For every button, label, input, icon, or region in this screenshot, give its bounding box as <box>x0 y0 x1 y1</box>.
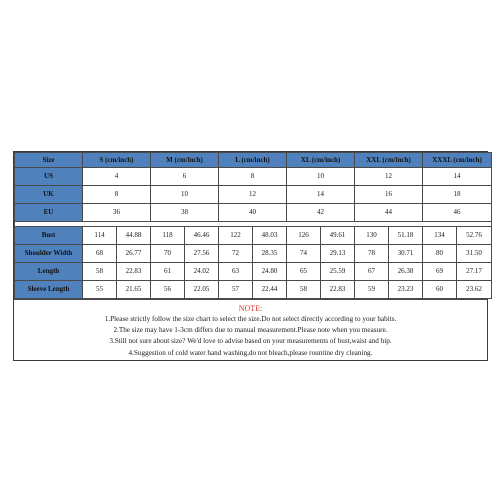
inch-value: 44.88 <box>117 227 151 245</box>
inch-value: 48.03 <box>253 227 287 245</box>
size-cell: 12 <box>219 186 287 204</box>
cm-value: 58 <box>287 281 321 299</box>
inch-value: 30.71 <box>389 245 423 263</box>
size-cell: 14 <box>423 168 492 186</box>
cm-value: 118 <box>151 227 185 245</box>
header-size-xl: XL (cm/inch) <box>287 153 355 168</box>
row-label: Shoulder Width <box>15 245 83 263</box>
region-row-eu <box>15 204 492 222</box>
size-cell: 42 <box>287 204 355 222</box>
row-label: Length <box>15 263 83 281</box>
cm-value: 74 <box>287 245 321 263</box>
region-row-uk <box>15 186 492 204</box>
row-label: EU <box>15 204 83 222</box>
cm-value: 122 <box>219 227 253 245</box>
cm-value: 56 <box>151 281 185 299</box>
table-body <box>15 153 492 299</box>
row-label: US <box>15 168 83 186</box>
inch-value: 27.56 <box>185 245 219 263</box>
inch-value: 25.59 <box>321 263 355 281</box>
size-cell: 8 <box>83 186 151 204</box>
size-cell: 38 <box>151 204 219 222</box>
region-row-us <box>15 168 492 186</box>
inch-value: 24.02 <box>185 263 219 281</box>
cm-value: 61 <box>151 263 185 281</box>
cm-value: 126 <box>287 227 321 245</box>
header-size-xxl: XXL (cm/inch) <box>355 153 423 168</box>
cm-value: 69 <box>423 263 457 281</box>
cm-value: 58 <box>83 263 117 281</box>
inch-value: 26.38 <box>389 263 423 281</box>
header-size-xxxl: XXXL (cm/inch) <box>423 153 492 168</box>
size-cell: 10 <box>287 168 355 186</box>
note-line-2: 2.The size may have 1-3cm differs due to manual measurement.Please note when you measure. <box>113 326 388 335</box>
size-cell: 46 <box>423 204 492 222</box>
header-size-s: S (cm/inch) <box>83 153 151 168</box>
cm-value: 70 <box>151 245 185 263</box>
cm-value: 130 <box>355 227 389 245</box>
inch-value: 24.80 <box>253 263 287 281</box>
size-cell: 8 <box>219 168 287 186</box>
size-cell: 40 <box>219 204 287 222</box>
inch-value: 49.61 <box>321 227 355 245</box>
inch-value: 22.05 <box>185 281 219 299</box>
cm-value: 78 <box>355 245 389 263</box>
row-label: UK <box>15 186 83 204</box>
size-table <box>14 152 492 299</box>
size-cell: 44 <box>355 204 423 222</box>
row-label: Bust <box>15 227 83 245</box>
inch-value: 22.83 <box>117 263 151 281</box>
cm-value: 60 <box>423 281 457 299</box>
inch-value: 22.44 <box>253 281 287 299</box>
inch-value: 28.35 <box>253 245 287 263</box>
cm-value: 57 <box>219 281 253 299</box>
size-cell: 16 <box>355 186 423 204</box>
measure-row <box>15 227 492 245</box>
size-chart <box>13 151 488 361</box>
inch-value: 27.17 <box>457 263 492 281</box>
inch-value: 46.46 <box>185 227 219 245</box>
header-size-l: L (cm/inch) <box>219 153 287 168</box>
inch-value: 51.18 <box>389 227 423 245</box>
header-size-label: Size <box>15 153 83 168</box>
note-line-1: 1.Please strictly follow the size chart to select the size.Do not select directly according to your habits. <box>104 315 397 323</box>
inch-value: 31.50 <box>457 245 492 263</box>
header-size-m: M (cm/inch) <box>151 153 219 168</box>
size-cell: 36 <box>83 204 151 222</box>
size-cell: 14 <box>287 186 355 204</box>
notes-section <box>14 299 487 360</box>
inch-value: 22.83 <box>321 281 355 299</box>
cm-value: 63 <box>219 263 253 281</box>
measure-row <box>15 281 492 299</box>
inch-value: 23.62 <box>457 281 492 299</box>
size-cell: 18 <box>423 186 492 204</box>
cm-value: 65 <box>287 263 321 281</box>
size-cell: 6 <box>151 168 219 186</box>
cm-value: 67 <box>355 263 389 281</box>
note-line-4: 4.Suggestion of cold water hand washing,do not bleach,please rountine dry cleaning. <box>128 348 373 357</box>
cm-value: 59 <box>355 281 389 299</box>
cm-value: 80 <box>423 245 457 263</box>
notes-title: NOTE: <box>238 304 263 313</box>
inch-value: 26.77 <box>117 245 151 263</box>
cm-value: 68 <box>83 245 117 263</box>
measure-row <box>15 245 492 263</box>
inch-value: 52.76 <box>457 227 492 245</box>
size-cell: 12 <box>355 168 423 186</box>
cm-value: 72 <box>219 245 253 263</box>
measure-row <box>15 263 492 281</box>
size-cell: 4 <box>83 168 151 186</box>
cm-value: 114 <box>83 227 117 245</box>
inch-value: 21.65 <box>117 281 151 299</box>
inch-value: 29.13 <box>321 245 355 263</box>
row-label: Sleeve Length <box>15 281 83 299</box>
note-line-3: 3.Still not sure about size? We'd love to advise based on your measurements of bust,waist and hip. <box>109 337 392 346</box>
inch-value: 23.23 <box>389 281 423 299</box>
size-cell: 10 <box>151 186 219 204</box>
header-row <box>15 153 492 168</box>
cm-value: 55 <box>83 281 117 299</box>
cm-value: 134 <box>423 227 457 245</box>
